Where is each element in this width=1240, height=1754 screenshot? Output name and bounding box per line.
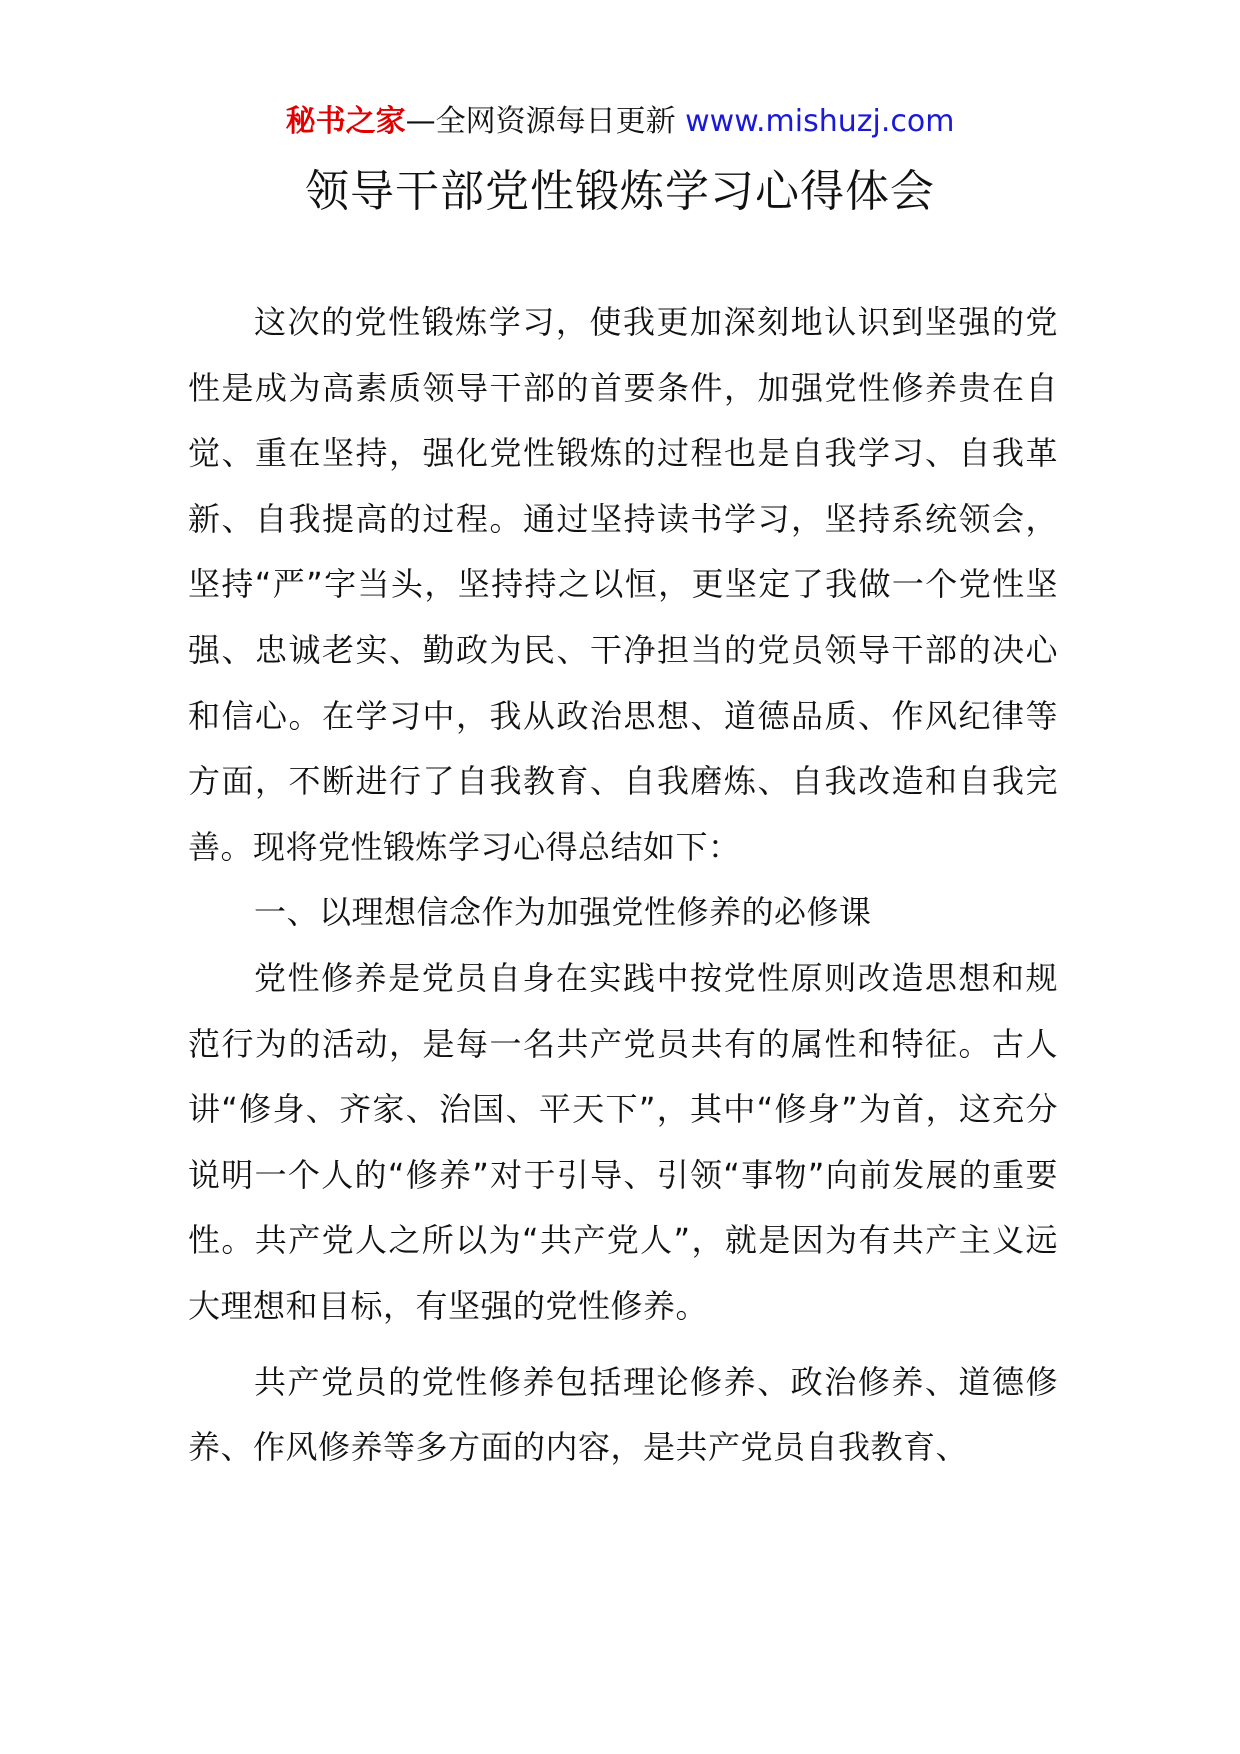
- body-paragraph-intro: 这次的党性锻炼学习，使我更加深刻地认识到坚强的党性是成为高素质领导干部的首要条件，加强党性修养贵在自觉、重在坚持，强化党性锻炼的过程也是自我学习、自我革新、自我提高的过程。通过坚持读书学习，坚持系统领会，坚持“严”字当头，坚持持之以恒，更坚定了我做一个党性坚强、忠诚老实、勤政为民、干净担当的党员领导干部的决心和信心。在学习中，我从政治思想、道德品质、作风纪律等方面，不断进行了自我教育、自我磨炼、自我改造和自我完善。现将党性锻炼学习心得总结如下：: [188, 303, 1058, 866]
- document-body: [188, 290, 1058, 1481]
- site-url-link[interactable]: www.mishuzj.com: [685, 104, 955, 139]
- site-header: [0, 100, 1240, 144]
- document-title: 领导干部党性锻炼学习心得体会: [305, 166, 935, 217]
- brand-name: 秘书之家: [285, 104, 406, 139]
- body-paragraph-party-cultivation: 党性修养是党员自身在实践中按党性原则改造思想和规范行为的活动，是每一名共产党员共有的属性和特征。古人讲“修身、齐家、治国、平天下”，其中“修身”为首，这充分说明一个人的“修养”对于引导、引领“事物”向前发展的重要性。共产党人之所以为“共产党人”，就是因为有共产主义远大理想和目标，有坚强的党性修养。: [188, 958, 1058, 1325]
- header-tagline: —全网资源每日更新: [405, 104, 676, 139]
- section-heading-1: 一、以理想信念作为加强党性修养的必修课: [254, 893, 872, 932]
- body-paragraph-cultivation-content: 共产党员的党性修养包括理论修养、政治修养、道德修养、作风修养等多方面的内容，是共产党员自我教育、: [188, 1362, 1058, 1467]
